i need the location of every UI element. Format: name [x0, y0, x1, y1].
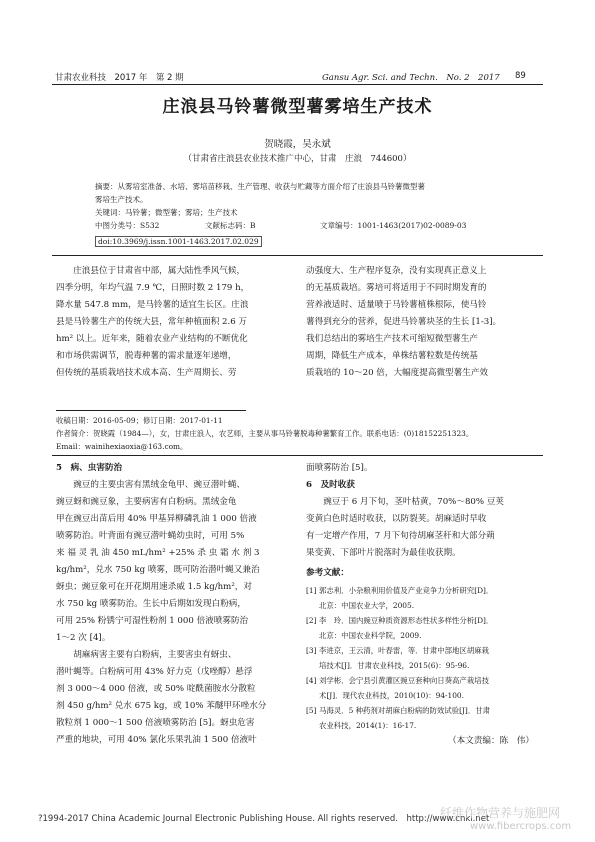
reference-item: [306, 703, 542, 733]
text-line: hm² 以上。近年来，随着农业产业结构的不断优化: [56, 334, 248, 344]
text-line: 但传统的基质栽培技术成本高、生产周期长、劳: [56, 368, 237, 378]
text-line: 我们总结出的雾培生产技术可缩短微型薯生产: [306, 334, 478, 344]
page-number: 89: [515, 71, 526, 81]
intro-right-column: [306, 263, 542, 382]
text-line: 剂 3 000～4 000 倍液，或 50% 啶酰菌胺水分散粒: [56, 684, 256, 694]
abstract: [95, 180, 535, 248]
text-line: 动强度大、生产程序复杂，没有实现真正意义上: [306, 266, 487, 276]
section-6-heading: 6 及时收获: [306, 480, 355, 490]
watermark: [440, 806, 571, 834]
reference-item: [306, 613, 542, 643]
text-line: 可用 25% 粉锈宁可湿性粉剂 1 000 倍液喷雾防治: [56, 616, 249, 626]
reference-item: [306, 583, 542, 613]
reference-text: 北京：中国农业大学，2005.: [319, 601, 415, 610]
abstract-line-1: 摘要：从雾培室准备、水培、雾培苗移栽、生产管理、收获与贮藏等方面介绍了庄浪县马铃薯微型薯: [95, 182, 425, 191]
text-line: 有一定增产作用，7 月下旬待胡麻茎秆和大部分蒴: [306, 531, 495, 541]
text-line: 胡麻病害主要有白粉病，主要害虫有蚜虫、: [56, 650, 237, 660]
doi: doi:10.3969/j.issn.1001-1463.2017.02.029: [95, 236, 262, 247]
author-bio: 作者简介：贺晓霞（1984—），女，甘肃庄浪人，农艺师，主要从事马铃薯脱毒种薯繁育工作。联系电话：(0)18152251323。: [56, 429, 474, 438]
keywords: 关键词：马铃薯；微型薯；雾培；生产技术: [95, 208, 238, 217]
editor-note: （本文责编：陈 伟）: [448, 736, 534, 746]
journal-header-en: Gansu Agr. Sci. and Techn. No. 2 2017: [322, 73, 500, 83]
harvest-paragraph: [306, 494, 542, 562]
pest-control-paragraph-2: [56, 647, 292, 749]
text-line: 散粒剂 1 000～1 500 倍液喷雾防治 [5]。蚜虫危害: [56, 718, 255, 728]
text-line: 四季分明，年均气温 7.9 ℃，日照时数 2 179 h，: [56, 283, 250, 293]
abstract-line-2: 雾培生产技术。: [95, 195, 148, 204]
reference-number: [3]: [306, 646, 317, 655]
header-rule: [52, 84, 543, 85]
text-line: 和市场供需调节，脱毒种薯的需求量逐年递增，: [56, 351, 237, 361]
clc-number: 中图分类号：S532: [95, 221, 160, 230]
pest-control-paragraph-1: [56, 477, 292, 647]
watermark-url: www.fibercrops.com: [470, 821, 572, 832]
reference-text: 农业科技，2014(1)：16-17.: [319, 721, 417, 730]
text-line: 变黄白色时适时收获，以防裂荚。胡麻适时早收: [306, 514, 487, 524]
text-line: 果变黄、下部叶片脱落时为最佳收获期。: [306, 548, 461, 558]
text-line: 1～2 次 [4]。: [56, 633, 111, 643]
reference-text: 李 玲．国内豌豆种质资源形态性状多样性分析[D]．: [319, 616, 494, 625]
text-line: 豌豆蚜和豌豆象，主要病害有白粉病。黑绒金龟: [56, 497, 237, 507]
text-line: 降水量 547.8 mm，是马铃薯的适宜生长区。庄浪: [56, 300, 249, 310]
section-rule: [52, 455, 543, 456]
reference-text: 刘学彬．会宁县引黄灌区豌豆套种向日葵高产栽培技: [319, 676, 489, 685]
reference-number: [4]: [306, 676, 317, 685]
text-line: 营养液适时、适量喷于马铃薯植株根际，使马铃: [306, 300, 487, 310]
text-line: 豌豆于 6 月下旬，茎叶枯黄，70%～80% 豆荚: [306, 497, 504, 507]
text-line: 剂 450 g/hm² 兑水 675 kg，或 10% 苯醚甲环唑水分: [56, 701, 267, 711]
author-email: Email：wainihexiaoxia@163.com。: [56, 442, 188, 451]
watermark-cn: 纤维作物营养与施肥网: [440, 806, 561, 820]
text-line: 的无基质栽培。雾培可将适用于不同时期发育的: [306, 283, 487, 293]
continued-text: 面喷雾防治 [5]。: [306, 463, 373, 473]
text-line: 周期，降低生产成本，单株结薯粒数是传统基: [306, 351, 478, 361]
reference-text: 培技术[J]．甘肃农业科技，2015(6)：95-96.: [319, 661, 470, 670]
footnote-rule: [56, 410, 246, 411]
text-line: 甲在豌豆出苗后用 40% 甲基异柳磷乳油 1 000 倍液: [56, 514, 257, 524]
reference-text: 李进京，王云清，叶春雷，等．甘肃中部地区胡麻栽: [319, 646, 489, 655]
article-number: 文章编号：1001-1463(2017)02-0089-03: [320, 221, 467, 230]
reference-number: [1]: [306, 586, 317, 595]
reference-text: 术[J]．现代农业科技，2010(10)：94-100.: [319, 691, 464, 700]
text-line: 质栽培的 10～20 倍，大幅度提高微型薯生产效: [306, 368, 489, 378]
reference-item: [306, 673, 542, 703]
right-column: [306, 460, 542, 750]
text-line: 豌豆的主要虫害有黑绒金龟甲、豌豆潜叶蝇、: [56, 480, 246, 490]
copyright-footer: ?1994-2017 China Academic Journal Electronic Publishing House. All rights reserved. http://www.cnki.net: [38, 814, 490, 824]
text-line: 来 福 灵 乳 油 450 mL/hm² +25% 杀 虫 霜 水 剂 3: [56, 548, 260, 558]
authors: 贺晓霞，吴永斌: [264, 139, 331, 150]
text-line: 县是马铃薯生产的传统大县，常年种植面积 2.6 万: [56, 317, 248, 327]
text-line: 喷雾防治。叶背面有豌豆潜叶蝇幼虫时，可用 5%: [56, 531, 245, 541]
intro-left-column: [56, 263, 292, 382]
text-line: 水 750 kg 喷雾防治。生长中后期如发现白粉病，: [56, 599, 246, 609]
reference-number: [2]: [306, 616, 317, 625]
text-line: 严重的地块，可用 40% 氯化乐果乳油 1 500 倍液叶: [56, 735, 257, 745]
footnote: [56, 414, 546, 453]
article-title: 庄浪县马铃薯微型薯雾培生产技术: [162, 97, 433, 117]
references-list: [306, 583, 542, 733]
text-line: 庄浪县位于甘肃省中部，属大陆性季风气候，: [56, 266, 246, 276]
reference-item: [306, 643, 542, 673]
text-line: kg/hm²，兑水 750 kg 喷雾，既可防治潜叶蝇又兼治: [56, 565, 260, 575]
journal-header-cn: 甘肃农业科技 2017 年 第 2 期: [55, 73, 184, 83]
text-line: 薯得到充分的营养，促进马铃薯块茎的生长 [1-3]。: [306, 317, 502, 327]
received-date: 收稿日期：2016-05-09；修订日期：2017-01-11: [56, 416, 223, 425]
affiliation: （甘肃省庄浪县农业技术推广中心，甘肃 庄浪 744600）: [183, 154, 412, 164]
document-code: 文献标志码：B: [205, 221, 256, 230]
section-5-heading: 5 病、虫害防治: [56, 463, 123, 473]
reference-number: [5]: [306, 706, 317, 715]
abstract-rule: [52, 255, 543, 256]
reference-text: 北京：中国农业科学院，2009.: [319, 631, 422, 640]
references-heading: 参考文献：: [306, 568, 349, 578]
text-line: 蚜虫；豌豆象可在开花期用速杀威 1.5 kg/hm²，对: [56, 582, 252, 592]
text-line: 潜叶蝇等。白粉病可用 43% 好力克（戊唑醇）悬浮: [56, 667, 253, 677]
reference-text: 马海灵．5 种药剂对胡麻白粉病的防效试验[J]．甘肃: [319, 706, 490, 715]
reference-text: 郭志利．小杂粮利用价值及产业竞争力分析研究[D]．: [319, 586, 494, 595]
left-column: [56, 460, 292, 749]
